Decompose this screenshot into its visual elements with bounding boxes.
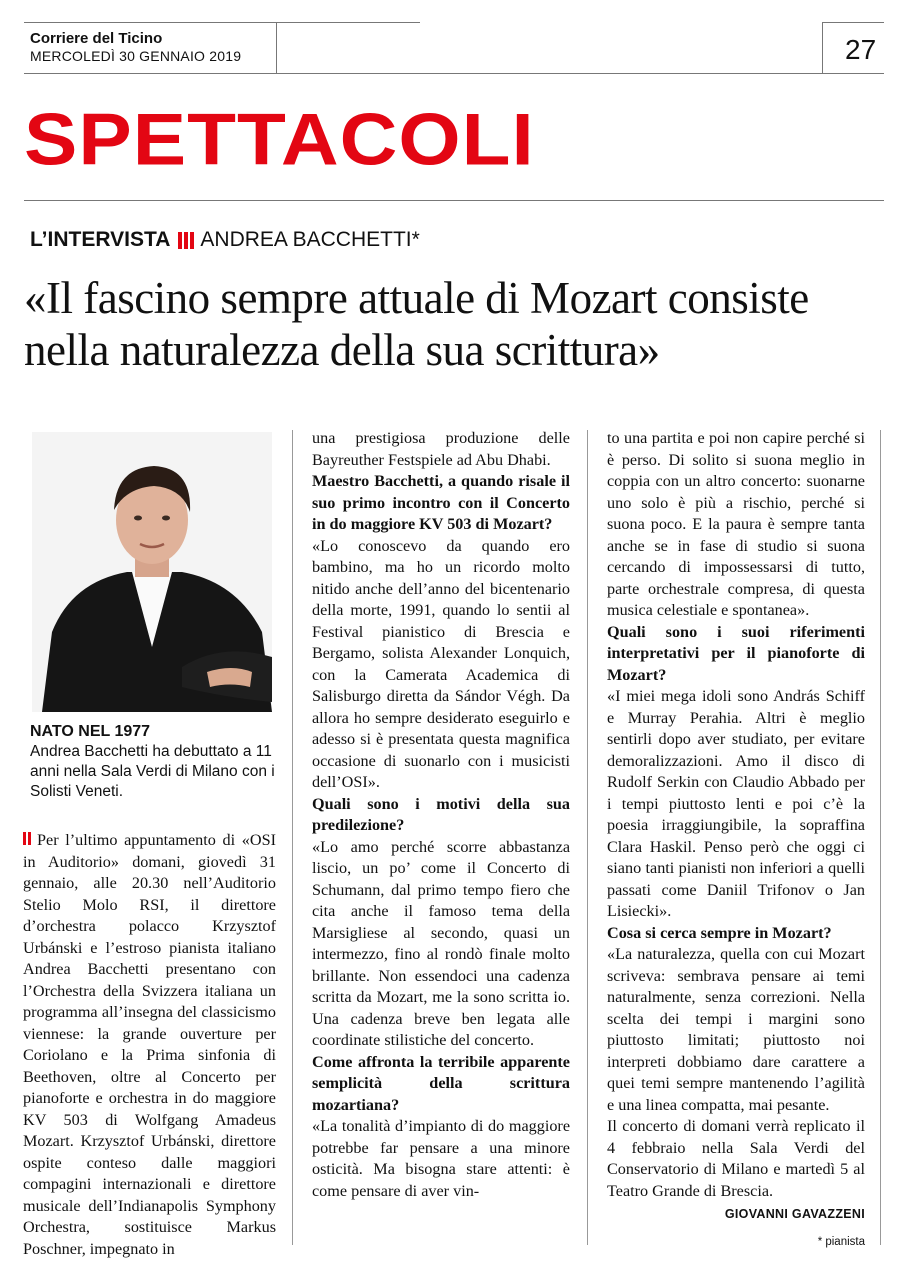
photo-caption-title: NATO NEL 1977	[30, 723, 151, 740]
question: Quali sono i motivi della sua predilezione?	[312, 794, 570, 834]
article-column-3	[607, 428, 865, 1253]
intro-bars-icon	[23, 832, 31, 845]
photo-caption-text: Andrea Bacchetti ha debuttato a 11 anni nella Sala Verdi di Milano con i Solisti Veneti.	[30, 743, 275, 800]
question: Quali sono i suoi riferimenti interpretativi per il pianoforte di Mozart?	[607, 622, 865, 684]
photo-caption	[30, 722, 275, 802]
section-rule	[24, 200, 884, 201]
kicker-name: ANDREA BACCHETTI*	[200, 228, 420, 251]
portrait-photo	[32, 432, 272, 712]
article-column-2	[312, 428, 570, 1202]
footnote: * pianista	[817, 1235, 865, 1248]
author-signature: GIOVANNI GAVAZZENI	[724, 1207, 865, 1221]
question: Come affronta la terribile apparente semplicità della scrittura mozartiana?	[312, 1052, 570, 1114]
article-intro	[23, 830, 276, 1260]
article-column-1	[23, 830, 276, 1260]
column-rule-3	[880, 430, 881, 1245]
column-rule-1	[292, 430, 293, 1245]
section-title: SPETTACOLI	[24, 98, 535, 181]
kicker	[30, 228, 420, 252]
answer-continued: to una partita e poi non capire perché si è perso. Di solito si suona meglio in coppia con un altro concerto: suonarne uno solo è più a rischio, perché si suona poco. E la paura è sempre tanta anche se in fase di studio si suona cercando di impossessarsi di tutto, parte orchestrale compresa, di questa musica celestiale e spontanea».	[607, 429, 865, 619]
masthead-divider-left	[276, 23, 277, 73]
newspaper-name: Corriere del Ticino	[30, 30, 163, 47]
question: Cosa si cerca sempre in Mozart?	[607, 923, 832, 942]
question: Maestro Bacchetti, a quando risale il suo primo incontro con il Concerto in do maggiore KV 503 di Mozart?	[312, 472, 570, 533]
masthead-top-rule-right	[822, 22, 884, 23]
answer: «Lo conoscevo da quando ero bambino, ma ho un ricordo molto nitido anche dell’anno del bicentenario della morte, 1991, quando lo sentii al Festival pianistico di Brescia e Bergamo, solista Alexander Lonquich, con la Camerata Academica di Salisburgo diretta da Sándor Végh. Da allora ho sempre desiderato eseguirlo e adesso si è presentata questa magnifica occasione di suonarlo con i musicisti dell’OSI».	[312, 536, 570, 791]
answer: «La tonalità d’impianto di do maggiore potrebbe far pensare a una minore osticità. Ma bisogna stare attenti: è come pensare di aver vin-	[312, 1117, 570, 1200]
masthead-top-rule	[24, 22, 420, 23]
kicker-bars-icon	[178, 232, 194, 249]
answer: «La naturalezza, quella con cui Mozart scriveva: sembrava pensare ai temi naturalmente, senza correzioni. Nella scelta dei tempi i margini sono piuttosto limitati; piuttosto noi interpreti dobbiamo dare carattere a quei temi sempre mantenendo l’agilità e una linea compatta, mai pesante.	[607, 945, 865, 1114]
portrait-illustration	[32, 432, 272, 712]
article-intro-text: Per l’ultimo appuntamento di «OSI in Auditorio» domani, giovedì 31 gennaio, alle 20.30 nell’Auditorio Stelio Molo RSI, il direttore d’orchestra polacco Krzysztof Urbánski e l’estroso pianista italiano Andrea Bacchetti presentano con l’Orchestra della Svizzera italiana un programma all’insegna del classicismo viennese: la grande ouverture per Coriolano e la Prima sinfonia di Beethoven, oltre al Concerto per pianoforte e orchestra in do maggiore KV 503 di Wolfgang Amadeus Mozart. Krzysztof Urbánski, direttore ospite conteso dalle maggiori compagini internazionali e direttore musicale dell’Indianapolis Symphony Orchestra, sostituisce Markus Poschner, impegnato in	[23, 831, 276, 1258]
issue-date: MERCOLEDÌ 30 GENNAIO 2019	[30, 48, 242, 64]
answer: «I miei mega idoli sono András Schiff e Murray Perahia. Altri è meglio sentirli dopo aver studiato, per evitare demoralizzazioni. Amo il disco di Rudolf Serkin con Claudio Abbado per i tempi piuttosto lenti e poi c’è la poesia irraggiungibile, la sopraffina Clara Haskil. Penso però che oggi ci siano tanti pianisti non inferiori a quelli passati come Daniil Trifonov o Jan Lisiecki».	[607, 687, 865, 920]
page-number: 27	[845, 34, 877, 65]
kicker-label: L’INTERVISTA	[30, 228, 171, 251]
column-rule-2	[587, 430, 588, 1245]
masthead-divider-right	[822, 23, 823, 73]
answer: «Lo amo perché scorre abbastanza liscio, un po’ come il Concerto di Schumann, dal primo tempo fiero che cita anche il famoso tema della Marsigliese al secondo, quasi un intermezzo, fino al rondò finale molto brillante. Non essendoci una cadenza scritta da Mozart, me la sono scritta io. Una cadenza breve ben legata alle coordinate stilistiche del concerto.	[312, 837, 570, 1049]
paragraph: una prestigiosa produzione delle Bayreuther Festspiele ad Abu Dhabi.	[312, 429, 570, 469]
masthead-bottom-rule	[24, 73, 884, 74]
headline: «Il fascino sempre attuale di Mozart consiste nella naturalezza della sua scrittura»	[24, 273, 809, 375]
closing-paragraph: Il concerto di domani verrà replicato il 4 febbraio nella Sala Verdi del Conservatorio di Milano e martedì 5 al Teatro Grande di Brescia.	[607, 1117, 865, 1200]
